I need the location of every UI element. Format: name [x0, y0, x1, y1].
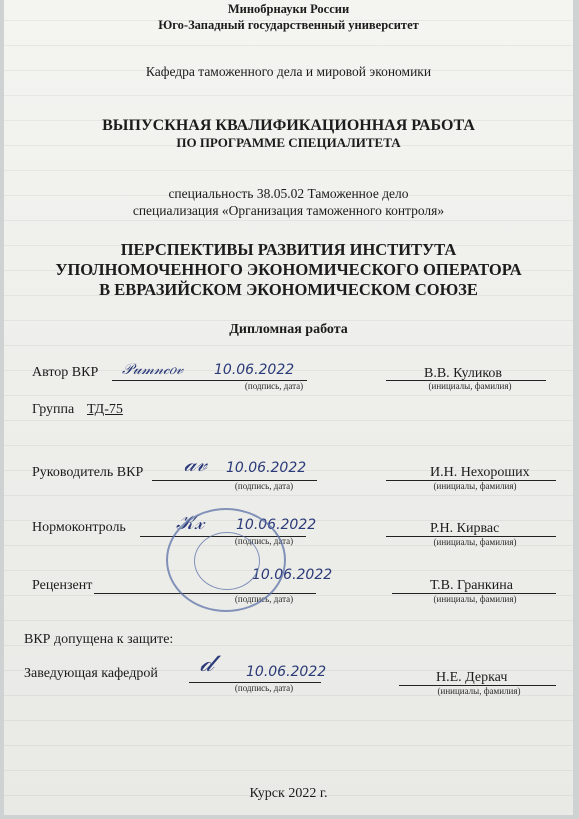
author-name-caption: (инициалы, фамилия) [428, 381, 512, 391]
author-signature: 𝒫𝓊𝓂𝓃𝒸𝑜𝓋 [122, 360, 184, 378]
admission-statement: ВКР допущена к защите: [24, 632, 174, 647]
reviewer-name-caption: (инициалы, фамилия) [433, 594, 517, 604]
reviewer-label: Рецензент [32, 578, 93, 593]
head-signature: 𝒹 [200, 648, 214, 678]
supervisor-label: Руководитель ВКР [32, 465, 144, 480]
document-page [4, 0, 573, 815]
supervisor-signature: 𝒶𝓋 [184, 452, 207, 477]
head-name-caption: (инициалы, фамилия) [437, 686, 521, 696]
reviewer-name: Т.В. Гранкина [430, 578, 513, 593]
author-name: В.В. Куликов [424, 366, 503, 381]
group-label: Группа [32, 402, 75, 417]
speciality: специальность 38.05.02 Таможенное дело [168, 186, 409, 201]
supervisor-name: И.Н. Нехороших [430, 465, 530, 480]
normcontrol-label: Нормоконтроль [32, 520, 126, 535]
author-sign-caption: (подпись, дата) [244, 381, 304, 391]
university-name: Юго-Западный государственный университет [158, 18, 419, 32]
head-sign-caption: (подпись, дата) [234, 683, 294, 693]
supervisor-date: 10.06.2022 [226, 460, 307, 476]
thesis-title-line-2: УПОЛНОМОЧЕННОГО ЭКОНОМИЧЕСКОГО ОПЕРАТОРА [55, 260, 522, 279]
normcontrol-name-caption: (инициалы, фамилия) [433, 537, 517, 547]
document-kind: Дипломная работа [229, 322, 348, 337]
normcontrol-signature: 𝒦𝓍 [176, 510, 204, 534]
thesis-title-line-3: В ЕВРАЗИЙСКОМ ЭКОНОМИЧЕСКОМ СОЮЗЕ [99, 280, 478, 299]
group-value: ТД-75 [87, 402, 123, 417]
head-label: Заведующая кафедрой [24, 666, 158, 681]
author-label: Автор ВКР [32, 365, 99, 380]
reviewer-sign-caption: (подпись, дата) [234, 594, 294, 604]
normcontrol-sign-caption: (подпись, дата) [234, 536, 294, 546]
normcontrol-name: Р.Н. Кирвас [430, 521, 500, 536]
thesis-title-line-1: ПЕРСПЕКТИВЫ РАЗВИТИЯ ИНСТИТУТА [120, 240, 457, 259]
department-name: Кафедра таможенного дела и мировой экономики [145, 64, 432, 79]
program-title: ПО ПРОГРАММЕ СПЕЦИАЛИТЕТА [176, 135, 401, 150]
ministry-name: Минобрнауки России [227, 2, 350, 16]
supervisor-name-caption: (инициалы, фамилия) [433, 481, 517, 491]
author-date: 10.06.2022 [214, 362, 295, 378]
work-type-title: ВЫПУСКНАЯ КВАЛИФИКАЦИОННАЯ РАБОТА [102, 117, 475, 134]
normcontrol-date: 10.06.2022 [236, 517, 317, 533]
city-year: Курск 2022 г. [249, 786, 328, 801]
specialization: специализация «Организация таможенного контроля» [132, 203, 445, 218]
supervisor-sign-caption: (подпись, дата) [234, 481, 294, 491]
reviewer-date: 10.06.2022 [252, 567, 333, 583]
official-stamp [166, 508, 286, 612]
head-date: 10.06.2022 [246, 664, 327, 680]
stamp-inner-ring [194, 532, 260, 590]
head-name: Н.Е. Деркач [436, 670, 508, 685]
